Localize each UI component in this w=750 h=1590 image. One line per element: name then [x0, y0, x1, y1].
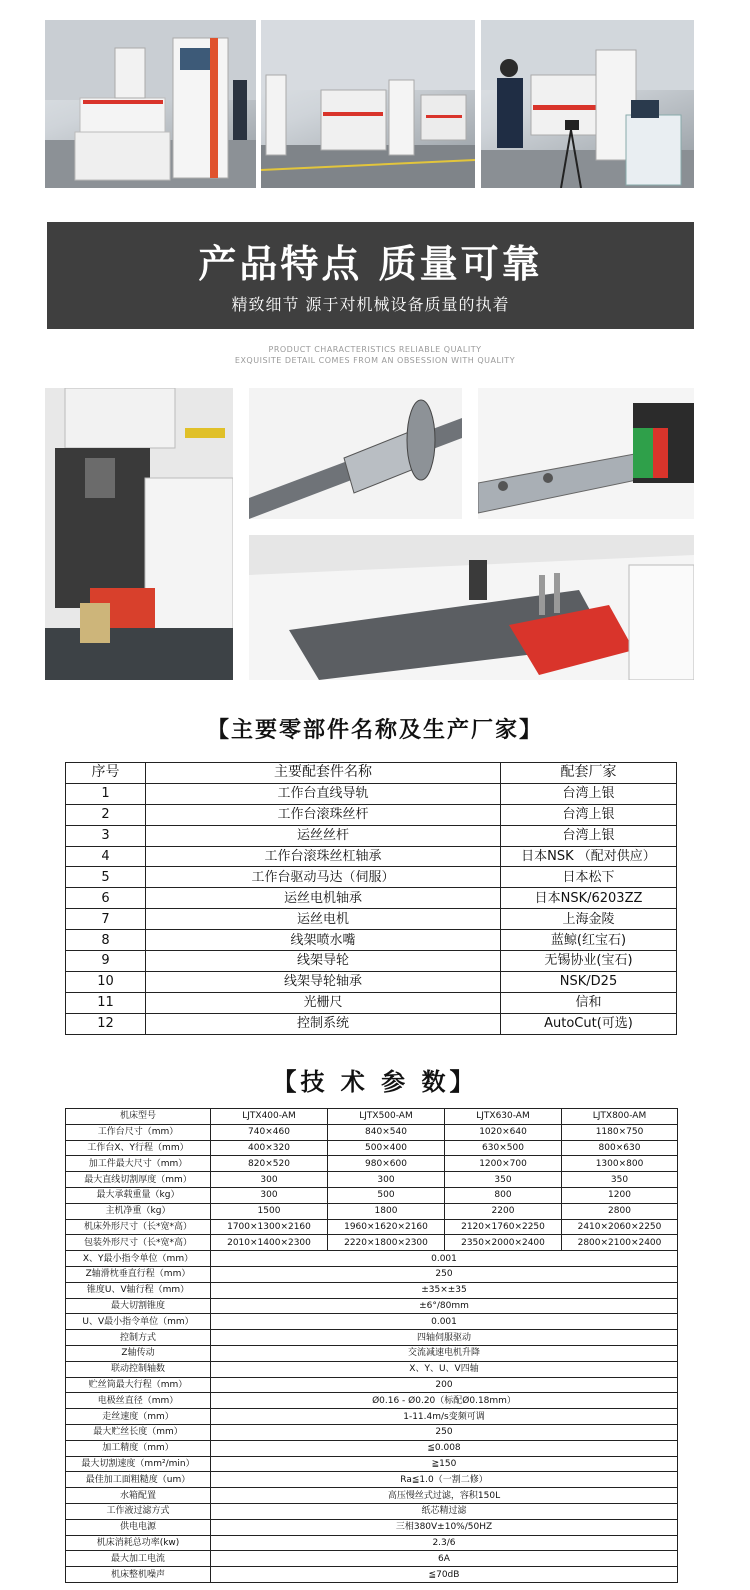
- spec-label: 水箱配置: [66, 1488, 211, 1504]
- spec-section-title: 【技 术 参 数】: [272, 1067, 478, 1096]
- spec-label: 供电电源: [66, 1519, 211, 1535]
- spec-common-value: ≦0.008: [211, 1440, 678, 1456]
- spec-common-value: ≦70dB: [211, 1567, 678, 1583]
- spec-value: 300: [211, 1187, 328, 1203]
- table-row: [66, 992, 677, 1013]
- spec-value: 2350×2000×2400: [445, 1235, 562, 1251]
- spec-value: 400×320: [211, 1140, 328, 1156]
- spec-label: 工作台尺寸（mm）: [66, 1124, 211, 1140]
- spec-label: 走丝速度（mm）: [66, 1409, 211, 1425]
- spec-label: 包装外形尺寸（长*宽*高）: [66, 1235, 211, 1251]
- spec-label: 最大承载重量（kg）: [66, 1187, 211, 1203]
- part-index: 1: [66, 783, 146, 804]
- spec-label: 主机净重（kg）: [66, 1203, 211, 1219]
- part-name: 线架导轮轴承: [146, 971, 501, 992]
- spec-value: 1200: [562, 1187, 678, 1203]
- part-manufacturer: 日本NSK （配对供应）: [501, 846, 677, 867]
- spec-label: Z轴传动: [66, 1345, 211, 1361]
- spec-value: 350: [562, 1172, 678, 1188]
- table-row: [66, 1535, 678, 1551]
- spec-label: 机床整机噪声: [66, 1567, 211, 1583]
- banner-subtitle: 精致细节 源于对机械设备质量的执着: [231, 295, 510, 314]
- spec-value: 2800: [562, 1203, 678, 1219]
- spec-value: 2220×1800×2300: [328, 1235, 445, 1251]
- table-row: [66, 825, 677, 846]
- part-manufacturer: AutoCut(可选): [501, 1013, 677, 1034]
- part-manufacturer: 台湾上银: [501, 804, 677, 825]
- table-row: [66, 1140, 678, 1156]
- spec-value: 2120×1760×2250: [445, 1219, 562, 1235]
- table-row: [66, 1203, 678, 1219]
- part-manufacturer: NSK/D25: [501, 971, 677, 992]
- table-row: [66, 1409, 678, 1425]
- spec-common-value: 纸芯精过滤: [211, 1503, 678, 1519]
- spec-value: 300: [211, 1172, 328, 1188]
- part-name: 线架导轮: [146, 951, 501, 972]
- table-row: [66, 951, 677, 972]
- spec-common-value: X、Y、U、V四轴: [211, 1361, 678, 1377]
- col-header-index: 序号: [66, 763, 146, 784]
- spec-label: 最佳加工面粗糙度（um）: [66, 1472, 211, 1488]
- spec-label: 机床消耗总功率(kw): [66, 1535, 211, 1551]
- col-header-manufacturer: 配套厂家: [501, 763, 677, 784]
- part-manufacturer: 蓝鲸(红宝石): [501, 930, 677, 951]
- part-name: 工作台驱动马达（伺服）: [146, 867, 501, 888]
- part-index: 10: [66, 971, 146, 992]
- part-index: 4: [66, 846, 146, 867]
- part-index: 6: [66, 888, 146, 909]
- part-name: 运丝电机轴承: [146, 888, 501, 909]
- table-row: [66, 1361, 678, 1377]
- spec-value: 2200: [445, 1203, 562, 1219]
- spec-value: 1020×640: [445, 1124, 562, 1140]
- spec-value: 1180×750: [562, 1124, 678, 1140]
- spec-value: 2010×1400×2300: [211, 1235, 328, 1251]
- part-name: 工作台直线导轨: [146, 783, 501, 804]
- table-row: [66, 1440, 678, 1456]
- table-row: [66, 1345, 678, 1361]
- spec-label: 最大直线切割厚度（mm）: [66, 1172, 211, 1188]
- parts-table: [65, 762, 677, 1035]
- spec-common-value: 1-11.4m/s变频可调: [211, 1409, 678, 1425]
- spec-label: 机床外形尺寸（长*宽*高）: [66, 1219, 211, 1235]
- spec-common-value: 高压慢丝式过滤，容积150L: [211, 1488, 678, 1504]
- part-name: 工作台滚珠丝杠轴承: [146, 846, 501, 867]
- spec-value: 2410×2060×2250: [562, 1219, 678, 1235]
- table-row: [66, 1424, 678, 1440]
- spec-value: 740×460: [211, 1124, 328, 1140]
- spec-table: [65, 1108, 678, 1583]
- spec-value: 1800: [328, 1203, 445, 1219]
- spec-common-value: 四轴伺服驱动: [211, 1330, 678, 1346]
- col-header-part-name: 主要配套件名称: [146, 763, 501, 784]
- spec-value: 800: [445, 1187, 562, 1203]
- part-index: 5: [66, 867, 146, 888]
- part-manufacturer: 信和: [501, 992, 677, 1013]
- spec-value: 500: [328, 1187, 445, 1203]
- spec-value: 820×520: [211, 1156, 328, 1172]
- spec-value: 2800×2100×2400: [562, 1235, 678, 1251]
- spec-common-value: Ra≦1.0（一割二修）: [211, 1472, 678, 1488]
- table-row: [66, 909, 677, 930]
- spec-common-value: 250: [211, 1266, 678, 1282]
- part-name: 线架喷水嘴: [146, 930, 501, 951]
- part-manufacturer: 日本NSK/6203ZZ: [501, 888, 677, 909]
- spec-value: 840×540: [328, 1124, 445, 1140]
- banner-english-line-1: PRODUCT CHARACTERISTICS RELIABLE QUALITY: [268, 345, 482, 354]
- spec-label: 加工件最大尺寸（mm）: [66, 1156, 211, 1172]
- part-manufacturer: 台湾上银: [501, 783, 677, 804]
- table-row: [66, 1156, 678, 1172]
- spec-label: 工作液过滤方式: [66, 1503, 211, 1519]
- table-row: [66, 1503, 678, 1519]
- part-manufacturer: 日本松下: [501, 867, 677, 888]
- worktable-photo: [249, 535, 694, 680]
- spec-label: 锥度U、V轴行程（mm）: [66, 1282, 211, 1298]
- spec-value: 300: [328, 1172, 445, 1188]
- inspection-photo: [481, 20, 694, 188]
- part-index: 11: [66, 992, 146, 1013]
- spec-common-value: 6A: [211, 1551, 678, 1567]
- table-row: [66, 1456, 678, 1472]
- spec-value: 1300×800: [562, 1156, 678, 1172]
- spec-label: U、V最小指令单位（mm）: [66, 1314, 211, 1330]
- table-row: [66, 1266, 678, 1282]
- spec-value: 1700×1300×2160: [211, 1219, 328, 1235]
- part-name: 运丝丝杆: [146, 825, 501, 846]
- part-index: 7: [66, 909, 146, 930]
- ball-screw-photo: [249, 388, 462, 519]
- spec-value: 1500: [211, 1203, 328, 1219]
- table-row: [66, 888, 677, 909]
- table-row: [66, 1282, 678, 1298]
- table-row: [66, 1187, 678, 1203]
- part-manufacturer: 台湾上银: [501, 825, 677, 846]
- parts-table-header: [66, 763, 677, 784]
- spec-label: 最大切割速度（mm²/min）: [66, 1456, 211, 1472]
- table-row: [66, 1298, 678, 1314]
- spec-value: 630×500: [445, 1140, 562, 1156]
- spec-label: 电极丝直径（mm）: [66, 1393, 211, 1409]
- spec-common-value: 0.001: [211, 1251, 678, 1267]
- part-index: 2: [66, 804, 146, 825]
- spec-label: 最大贮丝长度（mm）: [66, 1424, 211, 1440]
- table-row: [66, 783, 677, 804]
- linear-guide-photo: [478, 388, 694, 519]
- spec-label: 控制方式: [66, 1330, 211, 1346]
- spec-common-value: 250: [211, 1424, 678, 1440]
- table-row: [66, 1172, 678, 1188]
- part-name: 工作台滚珠丝杆: [146, 804, 501, 825]
- spec-common-value: 200: [211, 1377, 678, 1393]
- spec-label: 联动控制轴数: [66, 1361, 211, 1377]
- machine-side-photo: [45, 388, 233, 680]
- table-row: [66, 1251, 678, 1267]
- spec-label: 最大切割锥度: [66, 1298, 211, 1314]
- part-index: 8: [66, 930, 146, 951]
- table-row: [66, 1393, 678, 1409]
- spec-common-value: Ø0.16 - Ø0.20（标配Ø0.18mm）: [211, 1393, 678, 1409]
- table-row: [66, 1314, 678, 1330]
- table-row: [66, 1377, 678, 1393]
- spec-common-value: ±6°/80mm: [211, 1298, 678, 1314]
- part-name: 光栅尺: [146, 992, 501, 1013]
- spec-label: Z轴滑枕垂直行程（mm）: [66, 1266, 211, 1282]
- table-row: [66, 971, 677, 992]
- spec-label: 工作台X、Y行程（mm）: [66, 1140, 211, 1156]
- part-name: 控制系统: [146, 1013, 501, 1034]
- table-row: [66, 846, 677, 867]
- table-row: [66, 930, 677, 951]
- part-manufacturer: 上海金陵: [501, 909, 677, 930]
- table-row: [66, 1488, 678, 1504]
- table-row: [66, 1235, 678, 1251]
- spec-value: 500×400: [328, 1140, 445, 1156]
- table-row: [66, 1013, 677, 1034]
- spec-common-value: 0.001: [211, 1314, 678, 1330]
- spec-table-header: [66, 1109, 678, 1125]
- model-header: LJTX800-AM: [562, 1109, 678, 1125]
- model-header: LJTX630-AM: [445, 1109, 562, 1125]
- spec-common-value: 2.3/6: [211, 1535, 678, 1551]
- model-header: LJTX500-AM: [328, 1109, 445, 1125]
- spec-common-value: 三相380V±10%/50HZ: [211, 1519, 678, 1535]
- part-index: 12: [66, 1013, 146, 1034]
- spec-value: 980×600: [328, 1156, 445, 1172]
- table-row: [66, 1124, 678, 1140]
- part-name: 运丝电机: [146, 909, 501, 930]
- table-row: [66, 1567, 678, 1583]
- feature-banner: [47, 222, 694, 329]
- spec-value: 1960×1620×2160: [328, 1219, 445, 1235]
- spec-common-value: 交流减速电机升降: [211, 1345, 678, 1361]
- spec-label: X、Y最小指令单位（mm）: [66, 1251, 211, 1267]
- table-row: [66, 867, 677, 888]
- spec-label: 最大加工电流: [66, 1551, 211, 1567]
- edm-machine-photo: [45, 20, 256, 188]
- table-row: [66, 1472, 678, 1488]
- spec-common-value: ≧150: [211, 1456, 678, 1472]
- parts-section-title: 【主要零部件名称及生产厂家】: [206, 717, 543, 743]
- table-row: [66, 1330, 678, 1346]
- table-row: [66, 1219, 678, 1235]
- spec-label: 加工精度（mm）: [66, 1440, 211, 1456]
- table-row: [66, 1551, 678, 1567]
- table-row: [66, 804, 677, 825]
- spec-common-value: ±35×±35: [211, 1282, 678, 1298]
- table-row: [66, 1519, 678, 1535]
- model-header: LJTX400-AM: [211, 1109, 328, 1125]
- banner-english-line-2: EXQUISITE DETAIL COMES FROM AN OBSESSION WITH QUALITY: [234, 356, 516, 365]
- workshop-photo: [261, 20, 475, 188]
- part-manufacturer: 无锡协业(宝石): [501, 951, 677, 972]
- spec-label: 贮丝筒最大行程（mm）: [66, 1377, 211, 1393]
- part-index: 3: [66, 825, 146, 846]
- banner-title: 产品特点 质量可靠: [198, 242, 543, 286]
- spec-header-label: 机床型号: [66, 1109, 211, 1125]
- spec-value: 1200×700: [445, 1156, 562, 1172]
- spec-value: 350: [445, 1172, 562, 1188]
- part-index: 9: [66, 951, 146, 972]
- spec-value: 800×630: [562, 1140, 678, 1156]
